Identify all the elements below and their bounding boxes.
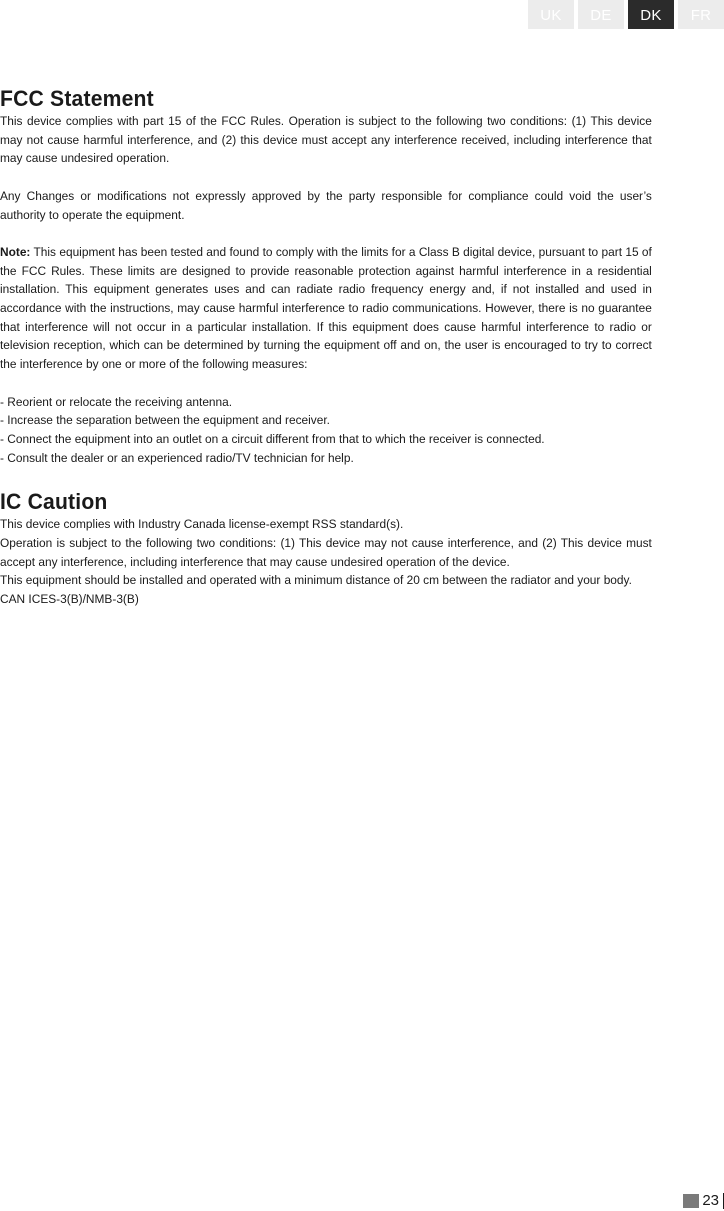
note-text: This equipment has been tested and found to comply with the limits for a Class B digital device, pursuant to part 15 of the FCC Rules. These limits are designed to provide reasonable protection against harmful interference in a residential installation. This equipment generates uses and can radiate radio frequency energy and, if not installed and used in accordance with the instructions, may cause harmful interference to radio communications. However, there is no guarantee that interference will not occur in a particular installation. If this equipment does cause harmful interference to radio or television reception, which can be determined by turning the equipment off and on, the user is encouraged to try to correct the interference by one or more of the following measures: bbox=[0, 244, 652, 372]
page-number-marker bbox=[683, 1194, 699, 1208]
ic-line-conditions: Operation is subject to the following two conditions: (1) This device may not cause interference, and (2) This device must accept any interference, including interference that may cause undesired operation of the device. bbox=[0, 536, 652, 569]
measure-item: - Reorient or relocate the receiving antenna. bbox=[0, 394, 233, 409]
lang-tab-dk[interactable]: DK bbox=[628, 0, 674, 29]
ic-line-ices: CAN ICES-3(B)/NMB-3(B) bbox=[0, 592, 139, 607]
note-label: Note: bbox=[0, 244, 31, 259]
page-number bbox=[683, 1191, 724, 1211]
fcc-paragraph-changes: Any Changes or modifications not expressly approved by the party responsible for compliance could void the user’s authority to operate the equipment. bbox=[0, 188, 652, 222]
fcc-paragraph-compliance: This device complies with part 15 of the FCC Rules. Operation is subject to the following two conditions: (1) This device may not cause harmful interference, and (2) this device must accept any interference received, including interference that may cause undesired operation. bbox=[0, 114, 652, 166]
language-tabs bbox=[528, 0, 724, 29]
measure-item: - Consult the dealer or an experienced radio/TV technician for help. bbox=[0, 450, 354, 465]
document-body bbox=[0, 86, 652, 609]
measure-item: - Increase the separation between the equipment and receiver. bbox=[0, 413, 330, 428]
lang-tab-fr[interactable]: FR bbox=[678, 0, 724, 29]
page-number-value: 23 bbox=[702, 1193, 724, 1209]
measures-list bbox=[0, 393, 652, 468]
fcc-note-paragraph bbox=[0, 243, 652, 374]
ic-caution-heading: IC Caution bbox=[0, 489, 108, 515]
ic-line-distance: This equipment should be installed and operated with a minimum distance of 20 cm between the radiator and your body. bbox=[0, 573, 632, 588]
measure-item: - Connect the equipment into an outlet on a circuit different from that to which the receiver is connected. bbox=[0, 431, 545, 446]
fcc-statement-heading: FCC Statement bbox=[0, 86, 154, 111]
lang-tab-uk[interactable]: UK bbox=[528, 0, 574, 29]
lang-tab-de[interactable]: DE bbox=[578, 0, 624, 29]
ic-line-rss: This device complies with Industry Canada license-exempt RSS standard(s). bbox=[0, 517, 404, 532]
